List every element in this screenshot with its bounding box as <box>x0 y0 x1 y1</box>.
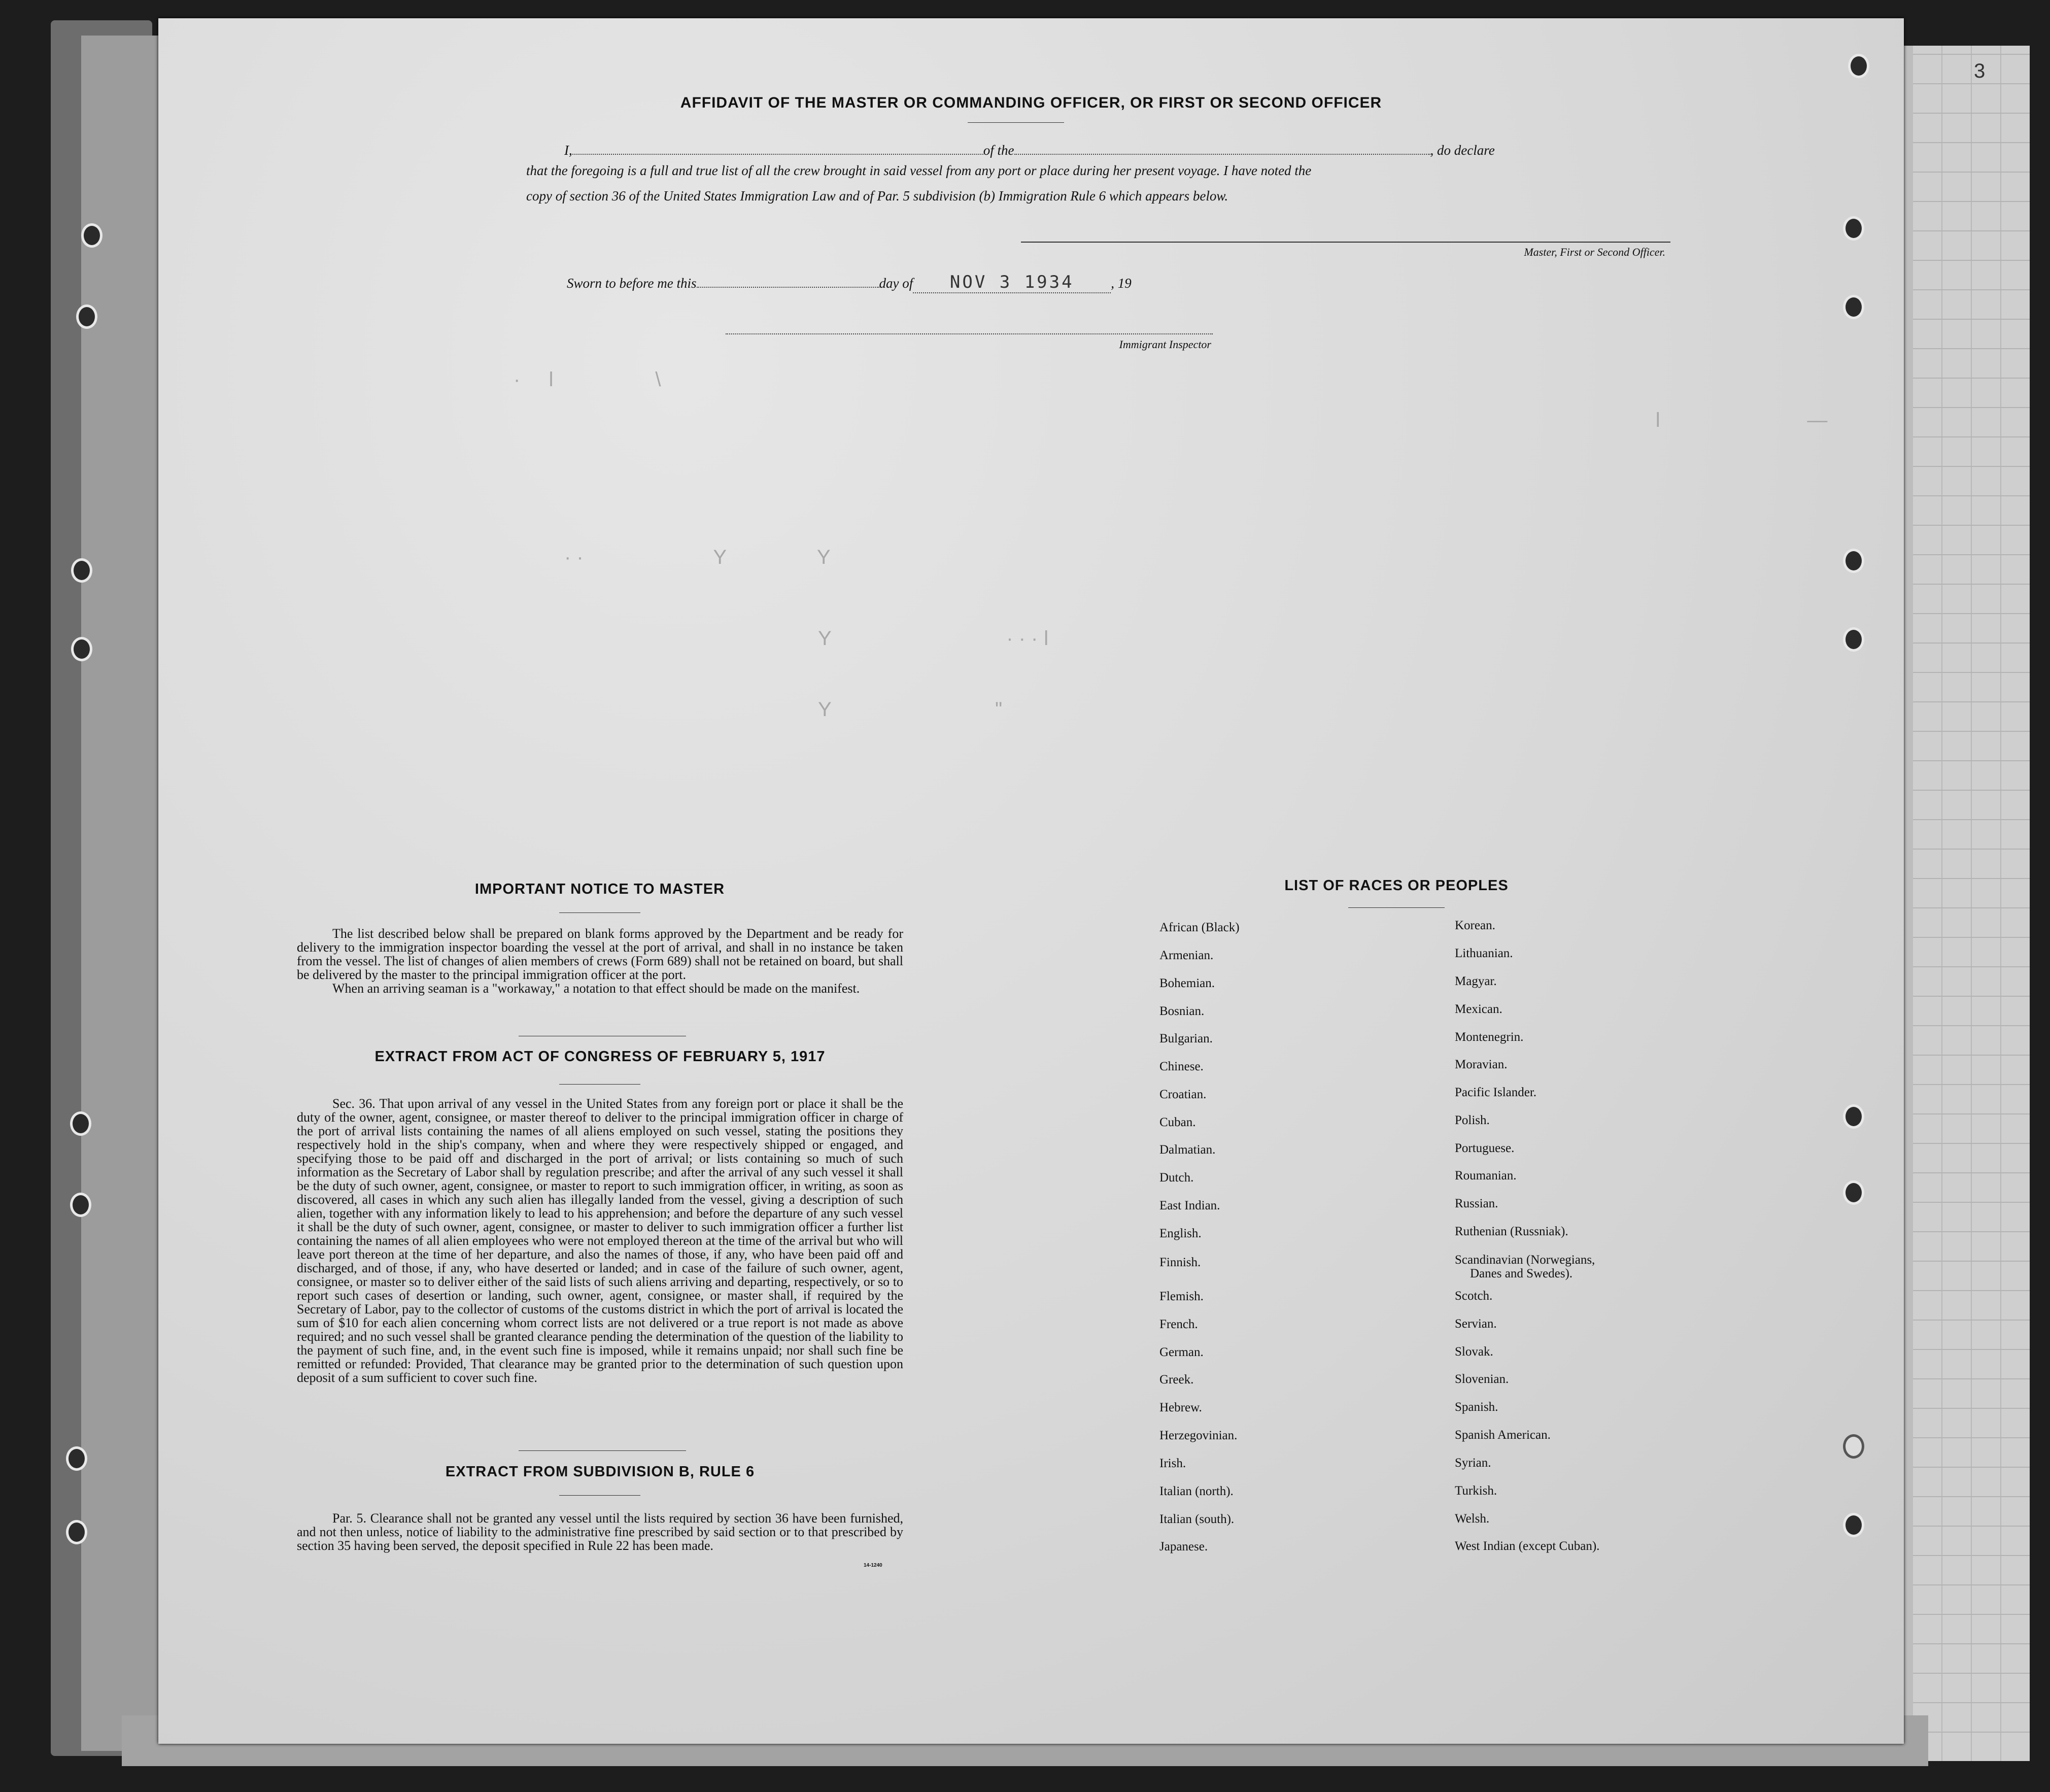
race-item: Spanish. <box>1455 1400 1498 1414</box>
race-item: Greek. <box>1159 1373 1194 1387</box>
race-item: Montenegrin. <box>1455 1030 1524 1044</box>
races-title: LIST OF RACES OR PEOPLES <box>1284 877 1509 894</box>
race-item: Japanese. <box>1159 1540 1208 1553</box>
race-item: Finnish. <box>1159 1256 1201 1269</box>
race-item: German. <box>1159 1345 1204 1359</box>
binder-hole <box>66 1446 87 1471</box>
race-item: Hebrew. <box>1159 1401 1202 1414</box>
binder-hole <box>1843 549 1864 573</box>
race-item: Bulgarian. <box>1159 1032 1213 1045</box>
binder-hole <box>1843 627 1864 652</box>
affidavit-text: that the foregoing is a full and true list of all the crew brought in said vessel from any port or place during her present voyage. I have noted the <box>526 163 1312 178</box>
divider <box>559 1084 640 1085</box>
race-item: Dutch. <box>1159 1171 1194 1185</box>
show-through-mark: Y " <box>818 698 1003 721</box>
race-item: Danes and Swedes). <box>1470 1267 1573 1280</box>
vessel-blank <box>1014 145 1430 155</box>
race-item: Pacific Islander. <box>1455 1086 1537 1099</box>
race-item: Flemish. <box>1159 1290 1204 1303</box>
race-item: Herzegovinian. <box>1159 1429 1238 1442</box>
race-item: Irish. <box>1159 1457 1186 1470</box>
sworn-text: , 19 <box>1111 276 1132 291</box>
race-item: Korean. <box>1455 919 1495 932</box>
race-item: Bosnian. <box>1159 1004 1205 1018</box>
affidavit-text: copy of section 36 of the United States Immigration Law and of Par. 5 subdivision (b) Immigration Rule 6 which appears below. <box>526 188 1228 204</box>
binder-hole <box>1843 216 1864 241</box>
sworn-text: Sworn to before me this <box>567 276 697 291</box>
show-through-mark: · ǀ \ <box>514 368 661 391</box>
binder-hole <box>70 1111 91 1136</box>
divider <box>1348 907 1445 908</box>
binder-hole <box>70 1193 91 1217</box>
race-item: Slovenian. <box>1455 1372 1509 1386</box>
show-through-mark: · · Y Y <box>564 546 831 568</box>
binder-hole <box>1843 1513 1864 1537</box>
notice-paragraph: The list described below shall be prepared on blank forms approved by the Department and be ready for delivery to the immigration inspector boarding the vessel at the port of arrival, and shall in no instance be taken from the vessel. The list of changes of alien members of crews (Form 689) shall not be retained on board, but shall be delivered by the master to the principal immigration officer at the port. <box>297 926 903 982</box>
binder-hole-empty <box>1843 1434 1864 1459</box>
underlying-grid-sheet <box>1913 46 2030 1761</box>
race-item: Armenian. <box>1159 949 1214 962</box>
race-item: Spanish American. <box>1455 1428 1551 1442</box>
sworn-text: day of <box>879 276 913 291</box>
notice-body <box>297 927 903 995</box>
race-item: Magyar. <box>1455 974 1497 988</box>
binder-hole <box>76 305 97 329</box>
divider <box>519 1450 686 1451</box>
binder-hole <box>1843 1180 1864 1205</box>
show-through-mark: ǀ — <box>1655 409 1828 431</box>
binder-hole <box>81 223 102 248</box>
binder-hole <box>1848 54 1869 78</box>
act-extract-text: Sec. 36. That upon arrival of any vessel in the United States from any foreign port or place it shall be the duty of the owner, agent, consignee, or master thereof to deliver to the principal immigration officer in charge of the port of arrival lists containing the names of all aliens employed on such vessel, stating the positions they respectively hold in the ship's company, when and where they were respectively shipped or engaged, and specifying those to be paid off and discharged in the port of arrival; or lists containing so much of such information as the Secretary of Labor shall by regulation prescribe; and after the arrival of any such vessel it shall be the duty of such owner, agent, consignee, or master to report to such immigration officer, in writing, as soon as discovered, all cases in which any such alien has illegally landed from the vessel, giving a description of such alien, together with any information likely to lead to his apprehension; and before the departure of any such vessel it shall be the duty of such owner, agent, consignee, or master to deliver to such immigration officer a further list containing the names of all alien employees who were not employed thereon at the time of the arrival but who will leave port thereon at the time of her departure, and also the names of those, if any, who have been paid off and discharged, and of those, if any, who have deserted or landed; and in case of the failure of such owner, agent, consignee, or master so to deliver either of the said lists of such aliens arriving and departing, respectively, or so to report such cases of desertion or landing, such owner, agent, consignee, or master shall, if required by the Secretary of Labor, pay to the collector of customs of the customs district in which the port of arrival is located the sum of $10 for each alien concerning whom correct lists are not delivered or a true report is not made as above required; and no such vessel shall be granted clearance pending the determination of the question of the liability to the payment of such fine, and, in the event such fine is imposed, while it remains unpaid; nor shall such fine be remitted or refunded: Provided, That clearance may be granted prior to the determination of such question upon deposit of a sum sufficient to cover such fine. <box>297 1096 903 1385</box>
race-item: Moravian. <box>1455 1058 1508 1071</box>
day-blank <box>697 278 879 288</box>
race-item: Scandinavian (Norwegians, <box>1455 1253 1595 1267</box>
race-item: Italian (north). <box>1159 1484 1234 1498</box>
notice-paragraph: When an arriving seaman is a "workaway," a notation to that effect should be made on the manifest. <box>332 981 860 996</box>
race-item: Turkish. <box>1455 1484 1497 1498</box>
divider <box>968 122 1064 123</box>
sworn-line <box>567 272 1132 293</box>
date-stamp: NOV 3 1934 <box>949 272 1074 292</box>
notice-title: IMPORTANT NOTICE TO MASTER <box>474 881 725 897</box>
binder-hole <box>71 637 92 661</box>
race-item: West Indian (except Cuban). <box>1455 1539 1600 1553</box>
page-number-mark: 3 <box>1974 60 1986 82</box>
act-extract-title: EXTRACT FROM ACT OF CONGRESS OF FEBRUARY 5, 1917 <box>374 1049 826 1065</box>
race-item: Chinese. <box>1159 1060 1204 1073</box>
affidavit-title: AFFIDAVIT OF THE MASTER OR COMMANDING OFFICER, OR FIRST OR SECOND OFFICER <box>680 94 1382 111</box>
race-item: Polish. <box>1455 1113 1490 1127</box>
race-item: Italian (south). <box>1159 1512 1235 1526</box>
race-item: Syrian. <box>1455 1456 1491 1470</box>
binder-hole <box>71 558 92 583</box>
form-number: 14-1240 <box>864 1563 882 1568</box>
race-item: Russian. <box>1455 1197 1498 1210</box>
race-item: Portuguese. <box>1455 1141 1515 1155</box>
race-item: Dalmatian. <box>1159 1143 1216 1157</box>
divider <box>559 912 640 913</box>
race-item: Bohemian. <box>1159 976 1215 990</box>
race-item: Slovak. <box>1455 1345 1493 1359</box>
race-item: Lithuanian. <box>1455 946 1513 960</box>
race-item: Ruthenian (Russniak). <box>1455 1225 1568 1238</box>
race-item: Croatian. <box>1159 1088 1207 1101</box>
race-item: Scotch. <box>1455 1289 1493 1303</box>
rule-extract-title: EXTRACT FROM SUBDIVISION B, RULE 6 <box>445 1464 755 1480</box>
race-item: French. <box>1159 1317 1198 1331</box>
binder-hole <box>1843 295 1864 319</box>
race-item: English. <box>1159 1227 1202 1240</box>
signature-label: Master, First or Second Officer. <box>1524 246 1665 258</box>
inspector-label: Immigrant Inspector <box>1119 338 1211 351</box>
binder-hole <box>1843 1104 1864 1129</box>
affidavit-text: , do declare <box>1430 143 1495 158</box>
rule-extract-text: Par. 5. Clearance shall not be granted any vessel until the lists required by section 36 have been furnished, and not then unless, notice of liability to the administrative fine prescribed by said section or to that prescribed by section 35 having been served, the deposit specified in Rule 22 has been made. <box>297 1511 903 1553</box>
signature-line <box>1021 242 1670 243</box>
race-item: Welsh. <box>1455 1512 1490 1526</box>
binder-hole <box>66 1520 87 1544</box>
form-page <box>158 18 1904 1744</box>
race-item: Cuban. <box>1159 1115 1196 1129</box>
inspector-signature-line <box>726 333 1213 334</box>
race-item: East Indian. <box>1159 1199 1220 1212</box>
race-item: African (Black) <box>1159 921 1240 934</box>
affidavit-text: I, <box>564 143 572 158</box>
race-item: Mexican. <box>1455 1002 1502 1016</box>
race-item: Roumanian. <box>1455 1169 1517 1182</box>
show-through-mark: Y · · · ǀ <box>818 627 1049 650</box>
race-item: Servian. <box>1455 1317 1497 1331</box>
name-blank <box>572 145 983 155</box>
affidavit-declaration-line <box>564 143 1495 158</box>
affidavit-text: of the <box>983 143 1014 158</box>
divider <box>559 1495 640 1496</box>
